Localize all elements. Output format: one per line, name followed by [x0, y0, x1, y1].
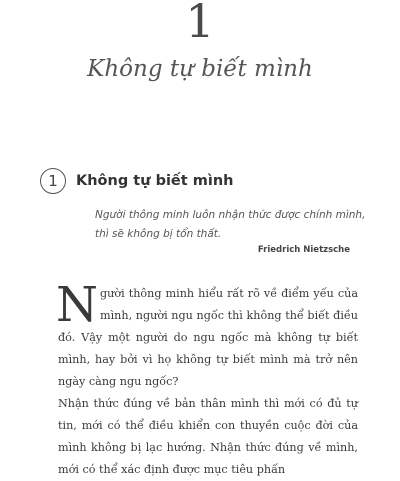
epigraph-author: Friedrich Nietzsche — [257, 245, 350, 255]
drop-cap: N — [56, 277, 98, 333]
epigraph-quote: Người thông minh luôn nhận thức được chính mình, thì sẽ không bị tổn thất. — [95, 209, 366, 240]
chapter-number: 1 — [185, 0, 215, 48]
chapter-title: Không tự biết mình — [87, 56, 313, 82]
body-paragraph-text: gười thông minh hiểu rất rõ về điểm yếu của mình, người ngu ngốc thì không thể biết điều đó. Vậy một người do ngu ngốc mà không tự biết mình, hay bởi vì họ không tự biết mình mà trở nên ngày càng ngu ngốc? — [58, 287, 358, 388]
section-number-badge: 1 — [40, 168, 66, 194]
body-paragraph: Nhận thức đúng về bản thân mình thì mới có đủ tự tin, mới có thể điều khiển con thuyền cuộc đời của mình không bị lạc hướng. Nhận thức đúng về mình, mới có thể xác định được mục tiêu phấn — [58, 397, 358, 476]
body-text — [56, 277, 358, 481]
section-title: Không tự biết mình — [76, 173, 234, 189]
section-heading — [40, 166, 233, 196]
body-paragraph — [56, 277, 358, 393]
